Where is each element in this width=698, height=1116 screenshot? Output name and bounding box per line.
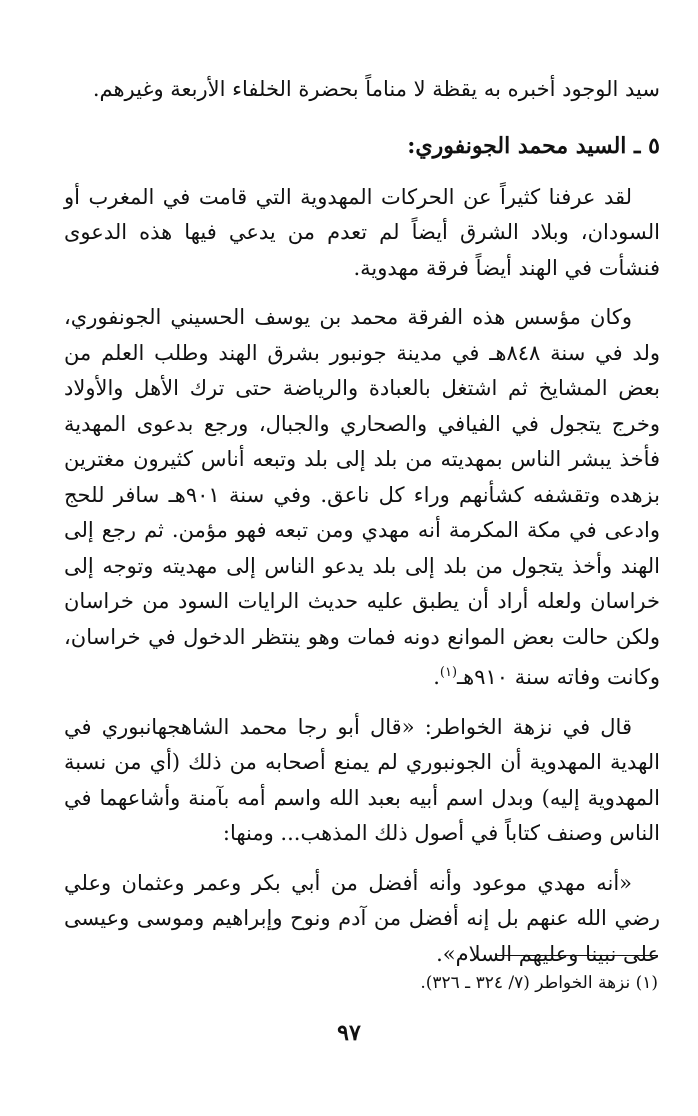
paragraph-quote: «أنه مهدي موعود وأنه أفضل من أبي بكر وعمر وعثمان وعلي رضي الله عنهم بل إنه أفضل من آدم ونوح وإبراهيم وموسى وعيسى على نبينا وعليهم السلام». [64,870,660,966]
continuation-line: سيد الوجود أخبره به يقظة لا مناماً بحضرة الخلفاء الأربعة وغيرهم. [92,77,660,101]
paragraph-quote-intro: قال في نزهة الخواطر: «قال أبو رجا محمد الشاهجهانبوري في الهدية المهدوية أن الجونبوري لم يمنع أصحابه من ذلك (أي من نسبة المهدوية إليه) وبدل اسم أبيه بعبد الله واسم أمه بآمنة وأشاعهما في الناس وصنف كتاباً في أصول ذلك المذهب... ومنها: [64,714,660,845]
footnote-reference: (١) [439,665,458,680]
page-number: ٩٧ [337,1020,361,1046]
paragraph-intro: لقد عرفنا كثيراً عن الحركات المهدوية التي قامت في المغرب أو السودان، وبلاد الشرق أيضاً لم تعدم من يدعي فيها هذه الدعوى فنشأت في الهند أيضاً فرقة مهدوية. [64,184,660,280]
page-body [64,72,660,972]
footnote: (١) نزهة الخواطر (٧/ ٣٢٤ ـ ٣٢٦). [420,973,658,993]
paragraph-founder-end: . [433,665,440,689]
paragraph-founder [64,300,660,696]
paragraph-founder-text: وكان مؤسس هذه الفرقة محمد بن يوسف الحسيني الجونفوري، ولد في سنة ٨٤٨هـ في مدينة جونبور بشرق الهند وطلب العلم من بعض المشايخ ثم اشتغل بالعبادة والرياضة حتى ترك الأهل والأولاد وخرج يتجول في الفيافي والصحاري والجبال، ورجع بدعوى المهدية فأخذ يبشر الناس بمهديته من بلد إلى بلد وتبعه أناس كثيرون مغترين بزهده وتقشفه كشأنهم وراء كل ناعق. وفي سنة ٩٠١هـ سافر للحج وادعى في مكة المكرمة أنه مهدي ومن تبعه فهو مؤمن. ثم رجع إلى الهند وأخذ يتجول من بلد إلى بلد يدعو الناس إلى مهديته وتوجه إلى خراسان ولعله أراد أن يطبق عليه حديث الرايات السود من خراسان ولكن حالت بعض الموانع دونه فمات وهو ينتظر الدخول في خراسان، وكانت وفاته سنة ٩١٠هـ [64,305,660,689]
footnote-divider [496,955,658,956]
section-heading: ٥ ـ السيد محمد الجونفوري: [407,132,660,159]
